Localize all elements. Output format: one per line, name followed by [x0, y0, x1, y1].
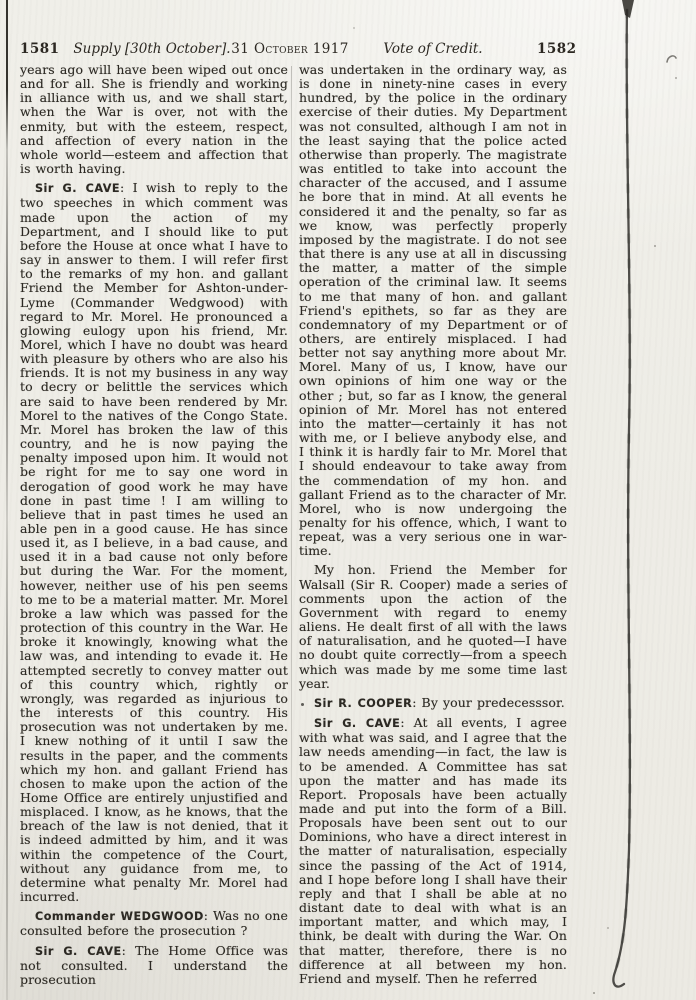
paragraph-text: : By your predecesssor.	[412, 694, 565, 710]
speaker-name: Sir G. CAVE	[35, 182, 121, 196]
margin-curl-mark	[667, 56, 676, 62]
paragraph-text: years ago will have been wiped out once and for all. She is friendly and working in alliance with us, and we shall start, when the War is over, not with the enmity, but with the esteem, respect, and affection of every nation in the whole world—esteem and affection that is worth having.	[20, 62, 288, 177]
scan-speck	[593, 992, 595, 994]
scan-speck	[654, 245, 656, 247]
scan-speck	[675, 77, 677, 79]
speaker-name: Commander WEDGWOOD	[35, 910, 204, 924]
paragraph-text: : At all events, I agree with what was said, and I agree that the law needs amending—in fact, the law is to be amended. A Committee has sat upon the matter and has made its Report. Proposals have been actually made and put into the form of a Bill. Proposals have been sent out to our Dominions, who have a direct interest in the matter of naturalisation, especially since the passing of the Act of 1914, and I hope before long I shall have their reply and that I shall be able at no distant date to deal with what is an important matter, and which may, I think, be dealt with during the War. On that matter, therefore, there is no difference at all between my hon. Friend and myself. Then he referred	[299, 715, 567, 986]
scan-speck	[607, 927, 609, 929]
paragraph-text: was undertaken in the ordinary way, as is done in ninety-nine cases in every hundred, by the police in the ordinary exercise of their duties. My Department was not consulted, although I am not in the least saying that the police acted otherwise than properly. The magistrate was entitled to take into account the character of the accused, and I assume he bore that in mind. At all events he considered it and the penalty, so far as we know, was perfectly properly imposed by the magistrate. I do not see that there is any use at all in discussing the matter, a matter of the simple operation of the criminal law. It seems to me that many of hon. and gallant Friend's epithets, so far as they are condemnatory of my Department or of others, are entirely misplaced. I had better not say anything more about Mr. Morel. Many of us, I know, have our own opinions of him one way or the other ; but, so far as I know, the general opinion of Mr. Morel has not entered into the matter—certainly it has not with me, or I believe anybody else, and I think it is hardly fair to Mr. Morel that I should endeavour to take away from the commendation of my hon. and gallant Friend as to the character of Mr. Morel, who is now undergoing the penalty for his offence, which, I want to repeat, was a very serious one in war-time.	[299, 62, 567, 559]
debate-date: 31 October 1917	[231, 41, 349, 57]
paragraph-text: : The Home Office was not consulted. I understand the prosecution	[20, 942, 289, 987]
paragraph-text: : Was no one consulted before the prosecution ?	[20, 908, 288, 939]
paragraph-text: My hon. Friend the Member for Walsall (Sir R. Cooper) made a series of comments upon the action of the Government with regard to enemy aliens. He dealt first of all with the laws of naturalisation, and he quoted—I have no doubt quite correctly—from a speech which was made by me some time last year.	[299, 562, 567, 691]
book-edge-top-blob	[622, 0, 634, 18]
column-number-right: 1582	[537, 41, 577, 57]
running-title-right: Vote of Credit.	[383, 41, 483, 57]
speaker-name: Sir R. COOPER	[314, 696, 413, 710]
paragraph-text: : I wish to reply to the two speeches in which comment was made upon the action of my Department, and I should like to put before the House at once what I have to say in answer to them. I will refer first to the remarks of my hon. and gallant Friend the Member for Ashton-under-Lyme (Commander Wedgwood) with regard to Mr. Morel. He pronounced a glowing eulogy upon his friend, Mr. Morel, which I have no doubt was heard with pleasure by others who are also his friends. It is not my business in any way to decry or belittle the services which are said to have been rendered by Mr. Morel to the natives of the Congo State. Mr. Morel has broken the law of this country, and he is now paying the penalty imposed upon him. It would not be right for me to say one word in derogation of good work he may have done in past time ! I am willing to believe that in past times he used an able pen in a good cause. He has since used it, as I believe, in a bad cause, and used it in a bad cause not only before but during the War. For the moment, however, neither use of his pen seems to me to be a material matter. Mr. Morel broke a law which was passed for the protection of this country in the War. He broke it knowingly, knowing what the law was, and intending to evade it. He attempted secretly to convey matter out of this country which, rightly or wrongly, was regarded as injurious to the interests of this country. His prosecution was not undertaken by me. I knew nothing of it until I saw the results in the paper, and the comments which my hon. and gallant Friend has chosen to make upon the action of the Home Office are entirely unjustified and misplaced. I know, as he knows, that the breach of the law is not denied, that it is indeed admitted by him, and it was within the competence of the Court, without any guidance from me, to determine what penalty Mr. Morel had incurred.	[20, 180, 288, 905]
speaker-name: Sir G. CAVE	[314, 717, 401, 731]
column-number-left: 1581	[20, 41, 60, 57]
scan-speck	[353, 27, 355, 29]
running-title-left: Supply [30th October].	[73, 41, 231, 57]
speaker-name: Sir G. CAVE	[35, 944, 122, 958]
scan-speck	[499, 469, 501, 471]
book-edge-line	[613, 10, 629, 987]
